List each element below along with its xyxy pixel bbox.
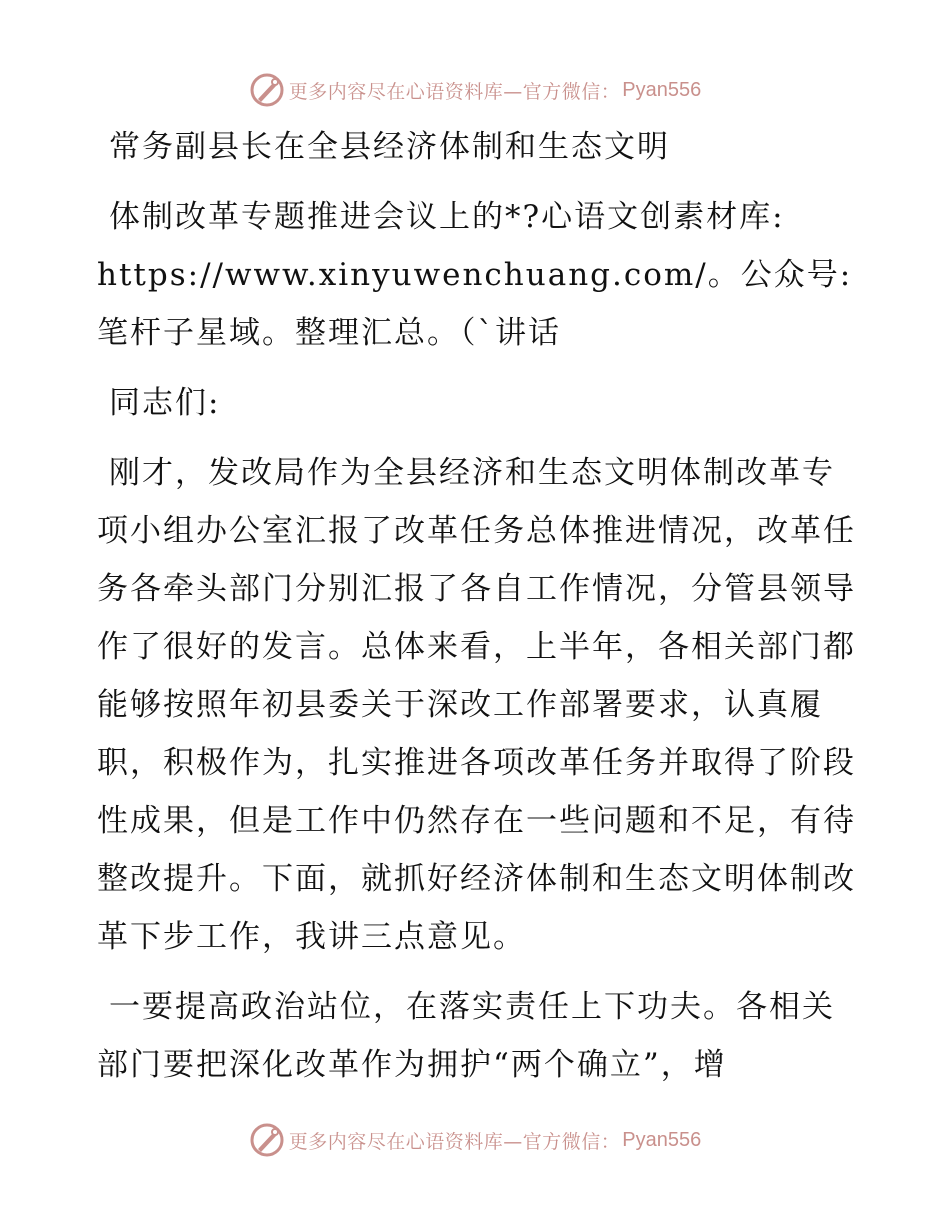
- watermark-text: 更多内容尽在心语资料库—官方微信：: [288, 80, 621, 103]
- salutation: 同志们:: [109, 385, 221, 421]
- watermark-wechat-id: Pyan556: [622, 1128, 702, 1151]
- title-line-1: 常务副县长在全县经济体制和生态文明: [109, 129, 670, 165]
- watermark-wechat-id: Pyan556: [622, 78, 702, 101]
- watermark-text: 更多内容尽在心语资料库—官方微信：: [288, 1130, 621, 1153]
- document-body: [97, 118, 857, 1094]
- watermark-banner-bottom: [0, 1120, 950, 1160]
- watermark-banner-top: [0, 70, 950, 110]
- paragraph-1: 刚才，发改局作为全县经济和生态文明体制改革专项小组办公室汇报了改革任务总体推进情况，改革任务各牵头部门分别汇报了各自工作情况，分管县领导作了很好的发言。总体来看，上半年，各相关部门都能够按照年初县委关于深改工作部署要求，认真履职，积极作为，扎实推进各项改革任务并取得了阶段性成果，但是工作中仍然存在一些问题和不足，有待整改提升。下面，就抓好经济体制和生态文明体制改革下步工作，我讲三点意见。: [97, 455, 856, 955]
- pen-logo-icon: [249, 1122, 285, 1158]
- pen-logo-icon: [249, 72, 285, 108]
- title-line-2: 体制改革专题推进会议上的*?心语文创素材库: https://www.xinyuwenchuang.com/。公众号: 笔杆子星域。整理汇总。（`讲话: [97, 199, 853, 351]
- paragraph-2: 一要提高政治站位，在落实责任上下功夫。各相关部门要把深化改革作为拥护“两个确立”，增: [97, 989, 835, 1083]
